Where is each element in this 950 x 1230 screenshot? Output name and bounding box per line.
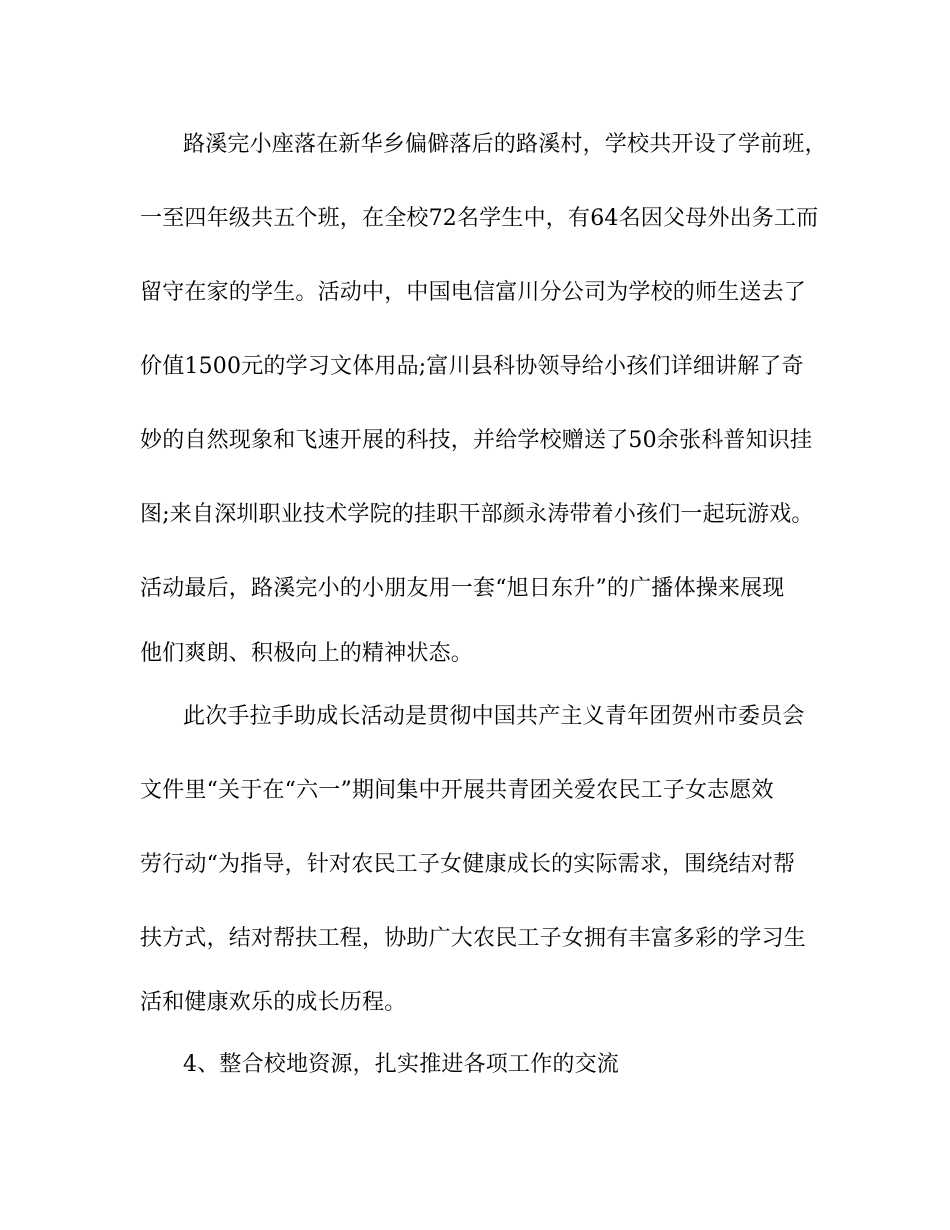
paragraph-line: 劳行动“为指导，针对农民工子女健康成长的实际需求，围绕结对帮: [140, 852, 796, 877]
paragraph-line: 一至四年级共五个班，在全校72名学生中，有64名因父母外出务工而: [140, 206, 819, 231]
paragraph-line: 文件里“关于在“六一”期间集中开展共青团关爱农民工子女志愿效: [140, 778, 774, 803]
paragraph-line: 他们爽朗、积极向上的精神状态。: [140, 641, 474, 666]
section-heading: 4、整合校地资源，扎实推进各项工作的交流: [183, 1052, 619, 1077]
paragraph-line: 活动最后，路溪完小的小朋友用一套“旭日东升”的广播体操来展现: [140, 576, 785, 601]
paragraph-line: 留守在家的学生。活动中，中国电信富川分公司为学校的师生送去了: [140, 280, 807, 305]
paragraph-line: 路溪完小座落在新华乡偏僻落后的路溪村，学校共开设了学前班，: [183, 132, 827, 157]
paragraph-line: 图;来自深圳职业技术学院的挂职干部颜永涛带着小孩们一起玩游戏。: [140, 502, 814, 527]
paragraph-line: 价值1500元的学习文体用品;富川县科协领导给小孩们详细讲解了奇: [140, 354, 804, 379]
paragraph-line: 扶方式，结对帮扶工程，协助广大农民工子女拥有丰富多彩的学习生: [140, 926, 807, 951]
paragraph-line: 此次手拉手助成长活动是贯彻中国共产主义青年团贺州市委员会: [183, 704, 805, 729]
paragraph-line: 活和健康欢乐的成长历程。: [140, 990, 407, 1015]
paragraph-line: 妙的自然现象和飞速开展的科技，并给学校赠送了50余张科普知识挂: [140, 428, 813, 453]
